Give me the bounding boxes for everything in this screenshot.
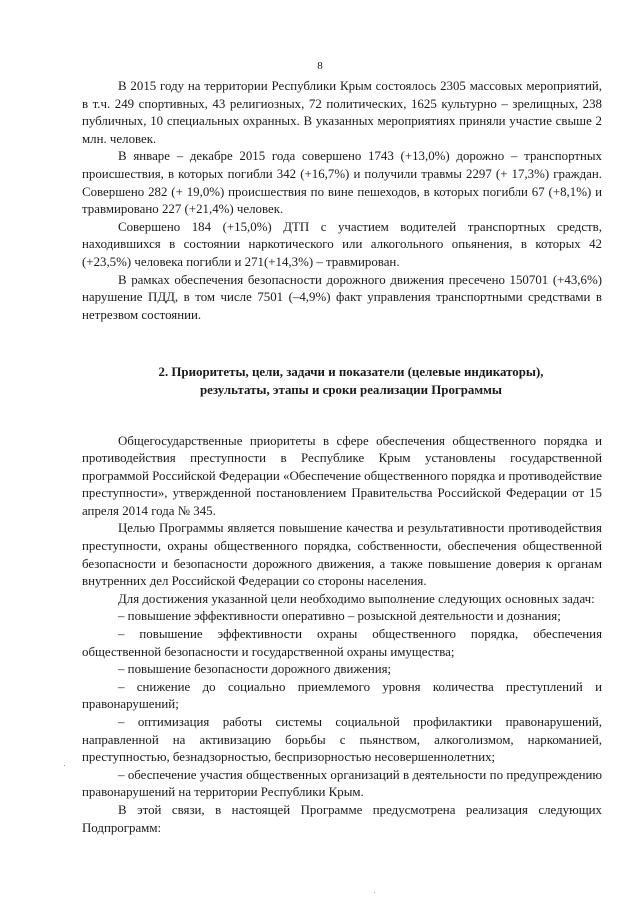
- task-item: – повышение безопасности дорожного движения;: [118, 662, 392, 677]
- section-heading-line-2: результаты, этапы и сроки реализации Программы: [199, 382, 502, 397]
- page-number: 8: [317, 60, 323, 72]
- paragraph-tasks-intro: Для достижения указанной цели необходимо выполнение следующих основных задач:: [118, 591, 595, 606]
- scan-speck: [374, 892, 375, 893]
- paragraph-intoxicated-drivers: Совершено 184 (+15,0%) ДТП с участием водителей транспортных средств, находившихся в состоянии наркотического или алкогольного опьянения, в которых 42 (+23,5%) человека погибли и 271(+14,3%) – травмирован.: [82, 219, 602, 269]
- paragraph-road-accidents: В январе – декабре 2015 года совершено 1743 (+13,0%) дорожно – транспортных происшествия, в которых погибли 342 (+16,7%) и получили травмы 2297 (+ 17,3%) граждан. Совершено 282 (+ 19,0%) происшествия по вине пешеходов, в которых погибли 67 (+8,1%) и травмировано 227 (+21,4%) человек.: [82, 149, 602, 217]
- task-item: – обеспечение участия общественных организаций в деятельности по предупреждению правонарушений на территории Республики Крым.: [82, 767, 602, 800]
- section-heading-line-1: 2. Приоритеты, цели, задачи и показатели (целевые индикаторы),: [158, 365, 544, 380]
- paragraph-goal: Целью Программы является повышение качества и результативности противодействия преступности, охраны общественного порядка, собственности, обеспечения общественной безопасности и безопасности дорожного движения, а также повышение доверия к органам внутренних дел Российской Федерации со стороны населения.: [82, 521, 602, 589]
- document-body: [82, 78, 602, 837]
- paragraph-traffic-violations: В рамках обеспечения безопасности дорожного движения пресечено 150701 (+43,6%) нарушение ПДД, в том числе 7501 (–4,9%) факт управления транспортными средствами в нетрезвом состоянии.: [82, 272, 602, 322]
- section-heading: [82, 364, 602, 399]
- task-item: – снижение до социально приемлемого уровня количества преступлений и правонарушений;: [82, 679, 602, 712]
- paragraph-priorities: Общегосударственные приоритеты в сфере обеспечения общественного порядка и противодействия преступности в Республике Крым установлены государственной программой Российской Федерации «Обеспечение общественного порядка и противодействие преступности», утвержденной постановлением Правительства Российской Федерации от 15 апреля 2014 года № 345.: [82, 433, 602, 518]
- scan-speck: [64, 765, 65, 766]
- task-item: – оптимизация работы системы социальной профилактики правонарушений, направленной на активизацию борьбы с пьянством, алкоголизмом, наркоманией, преступностью, безнадзорностью, беспризорностью несовершеннолетних;: [82, 715, 602, 765]
- paragraph-mass-events: В 2015 году на территории Республики Крым состоялось 2305 массовых мероприятий, в т.ч. 249 спортивных, 43 религиозных, 72 политических, 1625 культурно – зрелищных, 238 публичных, 10 специальных охранных. В указанных мероприятиях приняли участие свыше 2 млн. человек.: [82, 79, 602, 146]
- paragraph-subprograms: В этой связи, в настоящей Программе предусмотрена реализация следующих Подпрограмм:: [82, 802, 602, 835]
- task-item: – повышение эффективности охраны общественного порядка, обеспечения общественной безопасности и государственной охраны имущества;: [82, 627, 602, 659]
- task-item: – повышение эффективности оперативно – розыскной деятельности и дознания;: [118, 609, 561, 624]
